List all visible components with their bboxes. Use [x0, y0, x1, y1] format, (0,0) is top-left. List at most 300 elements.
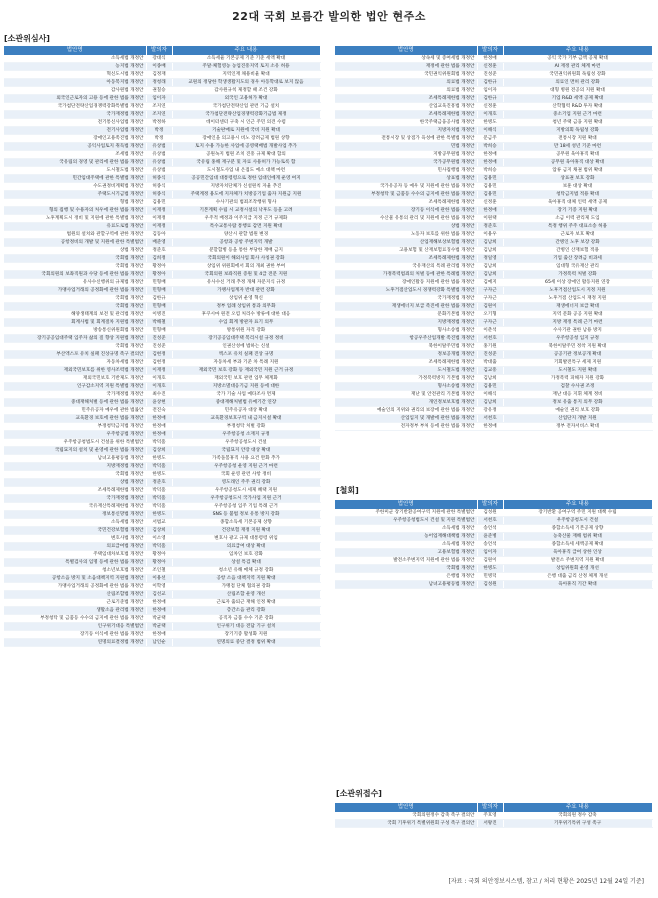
proposer-cell: 임이자: [477, 549, 503, 557]
proposer-cell: 김용민: [477, 191, 503, 199]
proposer-cell: 신정훈: [477, 103, 503, 111]
bill-name-cell: 국회 기후위기 특별위원회 구성 촉구 결의안: [335, 820, 477, 828]
bill-name-cell: 국유재산특례제한법 개정안: [4, 503, 146, 511]
content-cell: 정부 업례 상임위 통과 의무화: [172, 303, 320, 311]
table-row: [4, 511, 320, 519]
proposer-cell: 민병덕: [477, 573, 503, 581]
header-proposer: 발의자: [146, 46, 172, 55]
proposer-cell: 남인순: [146, 639, 172, 647]
header-proposer: 발의자: [477, 803, 503, 812]
withdrawn-table: [335, 500, 653, 589]
table-row: [4, 111, 320, 119]
proposer-cell: 이재정: [146, 367, 172, 375]
proposer-cell: 박정하: [146, 119, 172, 127]
content-cell: 상설 특검 확대: [172, 559, 320, 567]
proposer-cell: 한정애: [146, 431, 172, 439]
proposer-cell: 이용우: [477, 231, 503, 239]
table-row: [4, 447, 320, 455]
content-cell: 도시철도사업 내 온접도 예소 대책 마련: [172, 167, 320, 175]
content-cell: 가맹사업계자 반대 관련 강화: [172, 287, 320, 295]
table-row: [335, 423, 652, 431]
content-cell: 기후위기특위 구성 촉구: [503, 820, 652, 828]
table-row: [4, 615, 320, 623]
header-proposer: 발의자: [477, 500, 503, 509]
table-row: [335, 183, 652, 191]
content-cell: 상임위 운영 혁신: [172, 295, 320, 303]
content-cell: 압류 금지 채권 범위 확대: [503, 167, 652, 175]
table-row: [4, 519, 320, 527]
bill-name-cell: 외국인근로자의 고용 등에 관한 법률 개정안: [4, 95, 146, 103]
bill-name-cell: 국가재정법 개정안: [4, 495, 146, 503]
proposer-cell: 서천호: [477, 415, 503, 423]
bill-name-cell: 조세특례제한법 개정안: [335, 111, 477, 119]
bill-name-cell: 남녀고용평등법 개정안: [4, 455, 146, 463]
content-cell: 변호사 광고 규제 대통령령 위임: [172, 535, 320, 543]
table-row: [4, 535, 320, 543]
content-cell: 장애인을 의고용시 비노 장려금제 법원 상향: [172, 135, 320, 143]
table-row: [335, 407, 652, 415]
table-row: [4, 143, 320, 151]
content-cell: 상표권 보호 강화: [503, 175, 652, 183]
bill-name-cell: 항공우주산업개발 촉진법 개정안: [335, 335, 477, 343]
content-cell: 교원의 정당한 학생생활지도의 경우 아동학대로 보지 않음: [172, 79, 320, 87]
table-row: [4, 471, 320, 479]
bill-name-cell: 상속세 및 증여세법 개정안: [335, 55, 477, 63]
proposer-cell: 신정훈: [477, 63, 503, 71]
proposer-cell: 강대식: [146, 55, 172, 63]
content-cell: 국회의원이 해외사업 회사 사칭권 강화: [172, 255, 320, 263]
proposer-cell: 정준호: [146, 247, 172, 255]
bill-name-cell: 지방재정법 개정안: [335, 319, 477, 327]
table-row: [4, 375, 320, 383]
table-row: [335, 63, 652, 71]
table-row: [335, 103, 652, 111]
proposer-cell: 진성준: [477, 351, 503, 359]
proposer-cell: 한정애: [146, 599, 172, 607]
proposer-cell: 윤준병: [477, 533, 503, 541]
bill-name-cell: 의료급여법 개정안: [4, 543, 146, 551]
table-row: [4, 575, 320, 583]
proposer-cell: 구자근: [477, 295, 503, 303]
proposer-cell: 윤상현: [146, 399, 172, 407]
content-cell: 장기기증 활성화 지원: [172, 631, 320, 639]
content-cell: 청년 주택 금융 지원 확대: [503, 119, 652, 127]
content-cell: 근로자 출퇴근 재해 인정 확대: [172, 599, 320, 607]
table-row: [4, 327, 320, 335]
bill-name-cell: 산업교육진흥법 개정안: [335, 103, 477, 111]
bill-name-cell: 장기등 이식에 관한 법률 개정안: [4, 631, 146, 639]
proposer-cell: 서범교: [146, 519, 172, 527]
table-row: [4, 191, 320, 199]
proposer-cell: 김원이: [477, 557, 503, 565]
proposer-cell: 민형배: [146, 303, 172, 311]
header-content: 주요 내용: [503, 46, 652, 55]
content-cell: 방통위원 자격 강화: [172, 327, 320, 335]
content-cell: 의료인 면허 관리 강화: [503, 79, 652, 87]
bill-name-cell: 재생에너지 보급 촉진에 관한 법률 개정안: [335, 303, 477, 311]
content-cell: 우주항공청도시 세제 혜택 지원: [172, 487, 320, 495]
proposer-cell: 김남희: [477, 247, 503, 255]
content-cell: 자동차세 부과 기준 차 특례 지원: [172, 359, 320, 367]
content-cell: 민주유공자 대상 확대: [172, 407, 320, 415]
proposer-cell: 한병도: [477, 565, 503, 573]
bill-name-cell: 상표법 개정안: [335, 175, 477, 183]
table-row: [4, 95, 320, 103]
proposer-cell: 송언석: [477, 541, 503, 549]
bill-name-cell: 재외국민보호를 위한 영사조력법 개정안: [4, 367, 146, 375]
table-row: [4, 223, 320, 231]
proposer-cell: 황정아: [146, 263, 172, 271]
table-row: [4, 343, 320, 351]
bill-name-cell: 국가유공자 등 예우 및 지원에 관한 법률 개정안: [335, 183, 477, 191]
content-cell: 기술판매로 지원에 국비 지원 확대: [172, 127, 320, 135]
proposer-cell: 김희정: [146, 255, 172, 263]
content-cell: 산림조합 운영 개선: [172, 591, 320, 599]
proposer-cell: 서천호: [477, 335, 503, 343]
bill-name-cell: 국회법 개정안: [335, 565, 477, 573]
bill-name-cell: 국회법 개정안: [4, 295, 146, 303]
content-cell: 임대형 국유재산 관리: [503, 263, 652, 271]
bill-name-cell: 가정폭력방지 기본법 개정안: [335, 375, 477, 383]
bill-name-cell: 정보공개법 개정안: [335, 351, 477, 359]
table-row: [335, 175, 652, 183]
table-header-row: [335, 46, 652, 55]
table-row: [335, 119, 652, 127]
bill-name-cell: 형사소송법 개정안: [335, 327, 477, 335]
proposer-cell: 이소영: [146, 535, 172, 543]
bill-name-cell: 국유재산의 특례 관리법 개정안: [335, 263, 477, 271]
table-row: [335, 263, 652, 271]
bill-name-cell: 지방재정법 개정안: [4, 463, 146, 471]
table-row: [335, 55, 652, 63]
proposer-cell: 정준호: [477, 223, 503, 231]
proposer-cell: 한정애: [477, 55, 503, 63]
content-cell: 공공민간임대 대통령령으로 정한 임대인에게 운영 여지: [172, 175, 320, 183]
content-cell: 토지 수용 가능한 사업에 공영택배법 개발사업 추가: [172, 143, 320, 151]
proposer-cell: 박균택: [146, 623, 172, 631]
content-cell: 청탁금지법 적용 확대: [503, 191, 652, 199]
table-row: [4, 231, 320, 239]
proposer-cell: 한병도: [146, 471, 172, 479]
bill-name-cell: 국회법 개정안: [4, 471, 146, 479]
proposer-cell: 한정애: [477, 151, 503, 159]
content-cell: 장기공공임대주택 복리시설 규정 정비: [172, 335, 320, 343]
bill-name-cell: 국회법 개정안: [4, 303, 146, 311]
proposer-cell: 허종식: [146, 175, 172, 183]
content-cell: 우주항공청 입주 기업 특례 근거: [172, 503, 320, 511]
content-cell: 재외국민 보호 강화 등 재외국민 지원 근거 규정: [172, 367, 320, 375]
content-cell: 특정 행위 주주 대표소송 허용: [503, 223, 652, 231]
table-row: [335, 135, 652, 143]
table-row: [4, 359, 320, 367]
proposer-cell: 전진숙: [146, 407, 172, 415]
bill-name-cell: 혁신도시법 개정안: [4, 71, 146, 79]
proposer-cell: 김정재: [146, 71, 172, 79]
bill-name-cell: 의료법 개정안: [335, 87, 477, 95]
proposer-cell: 권칠승: [146, 87, 172, 95]
table-row: [4, 415, 320, 423]
content-cell: 우주항공청 입지 규정: [503, 335, 652, 343]
table-row: [4, 87, 320, 95]
section-label-committee: [소관위심사]: [4, 34, 50, 43]
bill-name-cell: 인구위기대응 특별법안: [4, 623, 146, 631]
header-bill: 법안명: [4, 46, 146, 55]
content-cell: 지역 문화 공공 지원 확대: [503, 311, 652, 319]
content-cell: 간병인 노후 보장 강화: [503, 239, 652, 247]
proposer-cell: 박균택: [146, 615, 172, 623]
proposer-cell: 진성준: [477, 71, 503, 79]
table-row: [335, 223, 652, 231]
bill-name-cell: 산업재해보상보험법 개정안: [335, 239, 477, 247]
header-content: 주요 내용: [172, 46, 320, 55]
proposer-cell: 박덕흠: [146, 439, 172, 447]
table-row: [335, 335, 652, 343]
table-row: [335, 812, 652, 820]
proposer-cell: 민형배: [146, 279, 172, 287]
content-cell: 상임위원회 운영 개선: [503, 565, 652, 573]
content-cell: 은행 대출 금리 산정 체계 개선: [503, 573, 652, 581]
proposer-cell: 구자근: [477, 319, 503, 327]
section-label-received: [소관위접수]: [336, 789, 382, 798]
content-cell: 대형 병원 전공의 지원 확대: [503, 87, 652, 95]
bill-name-cell: 국회법 개정안: [4, 255, 146, 263]
content-cell: 국가첨단전략산업경쟁력강화기금법 제정: [172, 111, 320, 119]
content-cell: 연명의료 중단 결정 범위 확대: [172, 639, 320, 647]
table-row: [4, 319, 320, 327]
bill-name-cell: 국가공무원법 개정안: [335, 159, 477, 167]
proposer-cell: 서천호: [477, 517, 503, 525]
content-cell: 소득세율 기본공제 기준 기준 세액 확대: [172, 55, 320, 63]
table-row: [4, 335, 320, 343]
source-note: [자료 : 국회 의안정보시스템, 참고 / 처리 현황은 2025년 12월 24일 기준]: [448, 878, 644, 885]
bill-name-cell: 근로기준법 개정안: [4, 599, 146, 607]
proposer-cell: 유상범: [146, 143, 172, 151]
proposer-cell: 김성원: [477, 581, 503, 589]
bill-name-cell: 공항정비의 개발 및 지원에 관한 특별법안: [4, 239, 146, 247]
table-row: [4, 383, 320, 391]
content-cell: 소금 이력 관리제 도입: [503, 215, 652, 223]
bill-name-cell: 고용보험법 개정안: [335, 549, 477, 557]
bill-name-cell: 조세특례제한법 개정안: [335, 199, 477, 207]
bill-name-cell: 장애인고용촉진법 개정안: [4, 135, 146, 143]
content-cell: 양산시 관할 법원 변경: [172, 231, 320, 239]
content-cell: 수사기관 권한 남용 방지: [503, 327, 652, 335]
proposer-cell: 이해식: [477, 127, 503, 135]
proposer-cell: 김한규: [477, 95, 503, 103]
proposer-cell: 박덕흠: [146, 543, 172, 551]
bill-name-cell: 장기공공임대주택 입주자 삶의 질 향상 지원법 개정안: [4, 335, 146, 343]
content-cell: 국회의원 정수 감축: [503, 812, 652, 820]
content-cell: 기본계획 수립 시 교정시설의 낙후도 등을 고려: [172, 207, 320, 215]
proposer-cell: 김선교: [146, 591, 172, 599]
bill-name-cell: 전기통신사업법 개정안: [4, 119, 146, 127]
content-cell: 검찰 수사권 조정: [503, 383, 652, 391]
table-row: [4, 623, 320, 631]
content-cell: 농축산물 재해 범위 확대: [503, 533, 652, 541]
proposer-cell: 박희승: [477, 143, 503, 151]
content-cell: 장기반환 공여구역 주민 지원 대책 수립: [503, 509, 652, 517]
proposer-cell: 한정애: [146, 631, 172, 639]
content-cell: 교육환경보호구역 내 금지시설 확대: [172, 415, 320, 423]
proposer-cell: 김현정: [146, 351, 172, 359]
table-row: [4, 79, 320, 87]
proposer-cell: 이병진: [146, 311, 172, 319]
bill-name-cell: 부산엑스포 유치 실패 진상규명 촉구 결의안: [4, 351, 146, 359]
proposer-cell: 김상희: [146, 447, 172, 455]
proposer-cell: 김동아: [146, 231, 172, 239]
table-row: [4, 479, 320, 487]
proposer-cell: 임이자: [146, 95, 172, 103]
content-cell: 기회발전특구 세제 지원: [503, 359, 652, 367]
content-cell: 지방의회 독립성 강화: [503, 127, 652, 135]
bill-name-cell: 조세특례제한법 개정안: [335, 255, 477, 263]
proposer-cell: 박덕흠: [146, 503, 172, 511]
bill-name-cell: 소득세법 개정안: [335, 541, 477, 549]
proposer-cell: 이재정: [146, 223, 172, 231]
content-cell: 우주항공청도시 건설: [503, 517, 652, 525]
content-cell: 의료급여 대상 확대: [172, 543, 320, 551]
proposer-cell: 주호영: [477, 812, 503, 820]
content-cell: 65세 이상 장애인 활동지원 연장: [503, 279, 652, 287]
content-cell: 도시철도 지원 확대: [503, 367, 652, 375]
table-row: [4, 295, 320, 303]
proposer-cell: 김교흥: [477, 367, 503, 375]
proposer-cell: 이원택: [477, 215, 503, 223]
proposer-cell: 김용민: [146, 199, 172, 207]
table-row: [335, 557, 652, 565]
bill-name-cell: 생활소음 관리법 개정안: [4, 607, 146, 615]
proposer-cell: 박덕흠: [146, 487, 172, 495]
content-cell: 기업 출산 장려금 비과세: [503, 255, 652, 263]
content-cell: 노후거점산업도시 지정 지원: [503, 287, 652, 295]
bill-name-cell: 조세특례제한법 개정안: [4, 487, 146, 495]
bill-name-cell: 국회의원정수 감축 촉구 결의안: [335, 812, 477, 820]
bill-name-cell: 국민건강보험법 개정안: [4, 527, 146, 535]
bill-name-cell: 전기사업법 개정안: [4, 127, 146, 135]
bill-name-cell: 형법 개정안: [4, 199, 146, 207]
bill-name-cell: 회계사법 및 회계절차 지원법 개정안: [4, 319, 146, 327]
table-header-row: [335, 803, 652, 812]
table-row: [4, 639, 320, 647]
bill-name-cell: 은행법 개정안: [335, 573, 477, 581]
content-cell: 지역인재 채용비율 확대: [172, 71, 320, 79]
proposer-cell: 조지연: [146, 103, 172, 111]
proposer-cell: 최수진: [146, 391, 172, 399]
content-cell: 재난 대응 지휘 체계 정비: [503, 391, 652, 399]
bill-name-cell: 특별검사의 임명 등에 관한 법률 개정안: [4, 559, 146, 567]
bill-name-cell: 농어업재해대책법 개정안: [335, 533, 477, 541]
bill-name-cell: 의료법 개정안: [335, 79, 477, 87]
content-cell: 공익 국가 기부 금액 공제 확대: [503, 55, 652, 63]
table-row: [4, 391, 320, 399]
proposer-cell: 이재정: [146, 207, 172, 215]
content-cell: 우주적 배정과 이주지급 지정 근거 규제화: [172, 215, 320, 223]
content-cell: 만 18세 성년 기준 마련: [503, 143, 652, 151]
proposer-cell: 이개호: [146, 375, 172, 383]
bill-name-cell: 주한미군 장기반환공여구역 지원에 관한 특별법안: [335, 509, 477, 517]
content-cell: 청소년 유해 매체 규정 강화: [172, 567, 320, 575]
proposer-cell: 이재정: [146, 215, 172, 223]
table-row: [4, 167, 320, 175]
bill-name-cell: 민법 개정안: [335, 143, 477, 151]
table-row: [335, 399, 652, 407]
table-row: [4, 159, 320, 167]
bill-name-cell: 예술인의 지위와 권리의 보장에 관한 법률 개정안: [335, 407, 477, 415]
bill-name-cell: 노후계획도시 정비 및 지원에 관한 특별법 개정안: [4, 215, 146, 223]
proposer-cell: 정청래: [146, 79, 172, 87]
table-row: [335, 127, 652, 135]
proposer-cell: 박덕흠: [146, 495, 172, 503]
bill-name-cell: 민주유공자 예우에 관한 법률안: [4, 407, 146, 415]
bill-name-cell: 산업입지 및 개발에 관한 법률 개정안: [335, 415, 477, 423]
content-cell: 산업단지 개발 지원: [503, 415, 652, 423]
table-row: [335, 565, 652, 573]
bill-name-cell: 국유림의 경영 및 관리에 관한 법률 개정안: [4, 159, 146, 167]
content-cell: 노후거점 산업도시 재정 지원: [503, 295, 652, 303]
bill-name-cell: 재외국민보호 기반제도 개정안: [4, 375, 146, 383]
bill-name-cell: 정보통신망법 개정안: [4, 511, 146, 519]
table-row: [335, 79, 652, 87]
proposer-cell: 서왕진: [477, 820, 503, 828]
bill-name-cell: 도시철도법 개정안: [335, 367, 477, 375]
bill-name-cell: 남녀고용평등법 개정안: [335, 581, 477, 589]
table-row: [335, 383, 652, 391]
table-row: [335, 517, 652, 525]
proposer-cell: 박대출: [477, 359, 503, 367]
table-row: [4, 71, 320, 79]
bill-name-cell: 수도권정비계획법 개정안: [4, 183, 146, 191]
bill-name-cell: 연명의료결정법 개정안: [4, 639, 146, 647]
bill-name-cell: 조세특례제한법 개정안: [335, 95, 477, 103]
table-row: [4, 631, 320, 639]
content-cell: 보훈 대상 확대: [503, 183, 652, 191]
proposer-cell: 김남희: [477, 271, 503, 279]
bill-name-cell: 감사원법 개정안: [4, 87, 146, 95]
table-row: [4, 583, 320, 591]
table-row: [335, 199, 652, 207]
content-cell: 종합소득세 기본공제 상향: [172, 519, 320, 527]
table-row: [335, 295, 652, 303]
content-cell: 임차인 보호 강화: [172, 551, 320, 559]
table-row: [335, 533, 652, 541]
table-row: [4, 503, 320, 511]
table-row: [335, 71, 652, 79]
proposer-cell: 한병도: [146, 511, 172, 519]
bill-name-cell: 재난 및 안전관리 기본법 개정안: [335, 391, 477, 399]
table-row: [4, 55, 320, 63]
proposer-cell: 문금주: [477, 135, 503, 143]
proposer-cell: 조인철: [146, 567, 172, 575]
bill-name-cell: 전통시장 및 상점가 육성에 관한 특별법 개정안: [335, 135, 477, 143]
bill-name-cell: 지방자치법 개정안: [335, 127, 477, 135]
content-cell: 북한이탈주민 정착 지원 확대: [503, 343, 652, 351]
proposer-cell: 유상범: [146, 167, 172, 175]
proposer-cell: 한정애: [146, 607, 172, 615]
table-row: [335, 391, 652, 399]
table-row: [335, 159, 652, 167]
proposer-cell: 김한규: [477, 79, 503, 87]
bill-name-cell: 국가첨단전략산업경쟁력강화특별법 개정안: [4, 103, 146, 111]
bill-name-cell: 가정폭력범죄의 처벌 등에 관한 특례법 개정안: [335, 271, 477, 279]
proposer-cell: 허종식: [146, 183, 172, 191]
table-row: [4, 279, 320, 287]
table-row: [335, 239, 652, 247]
table-row: [335, 509, 652, 517]
proposer-cell: 민형배: [146, 327, 172, 335]
received-table: [335, 803, 653, 828]
table-row: [4, 151, 320, 159]
proposer-cell: 이춘석: [477, 327, 503, 335]
